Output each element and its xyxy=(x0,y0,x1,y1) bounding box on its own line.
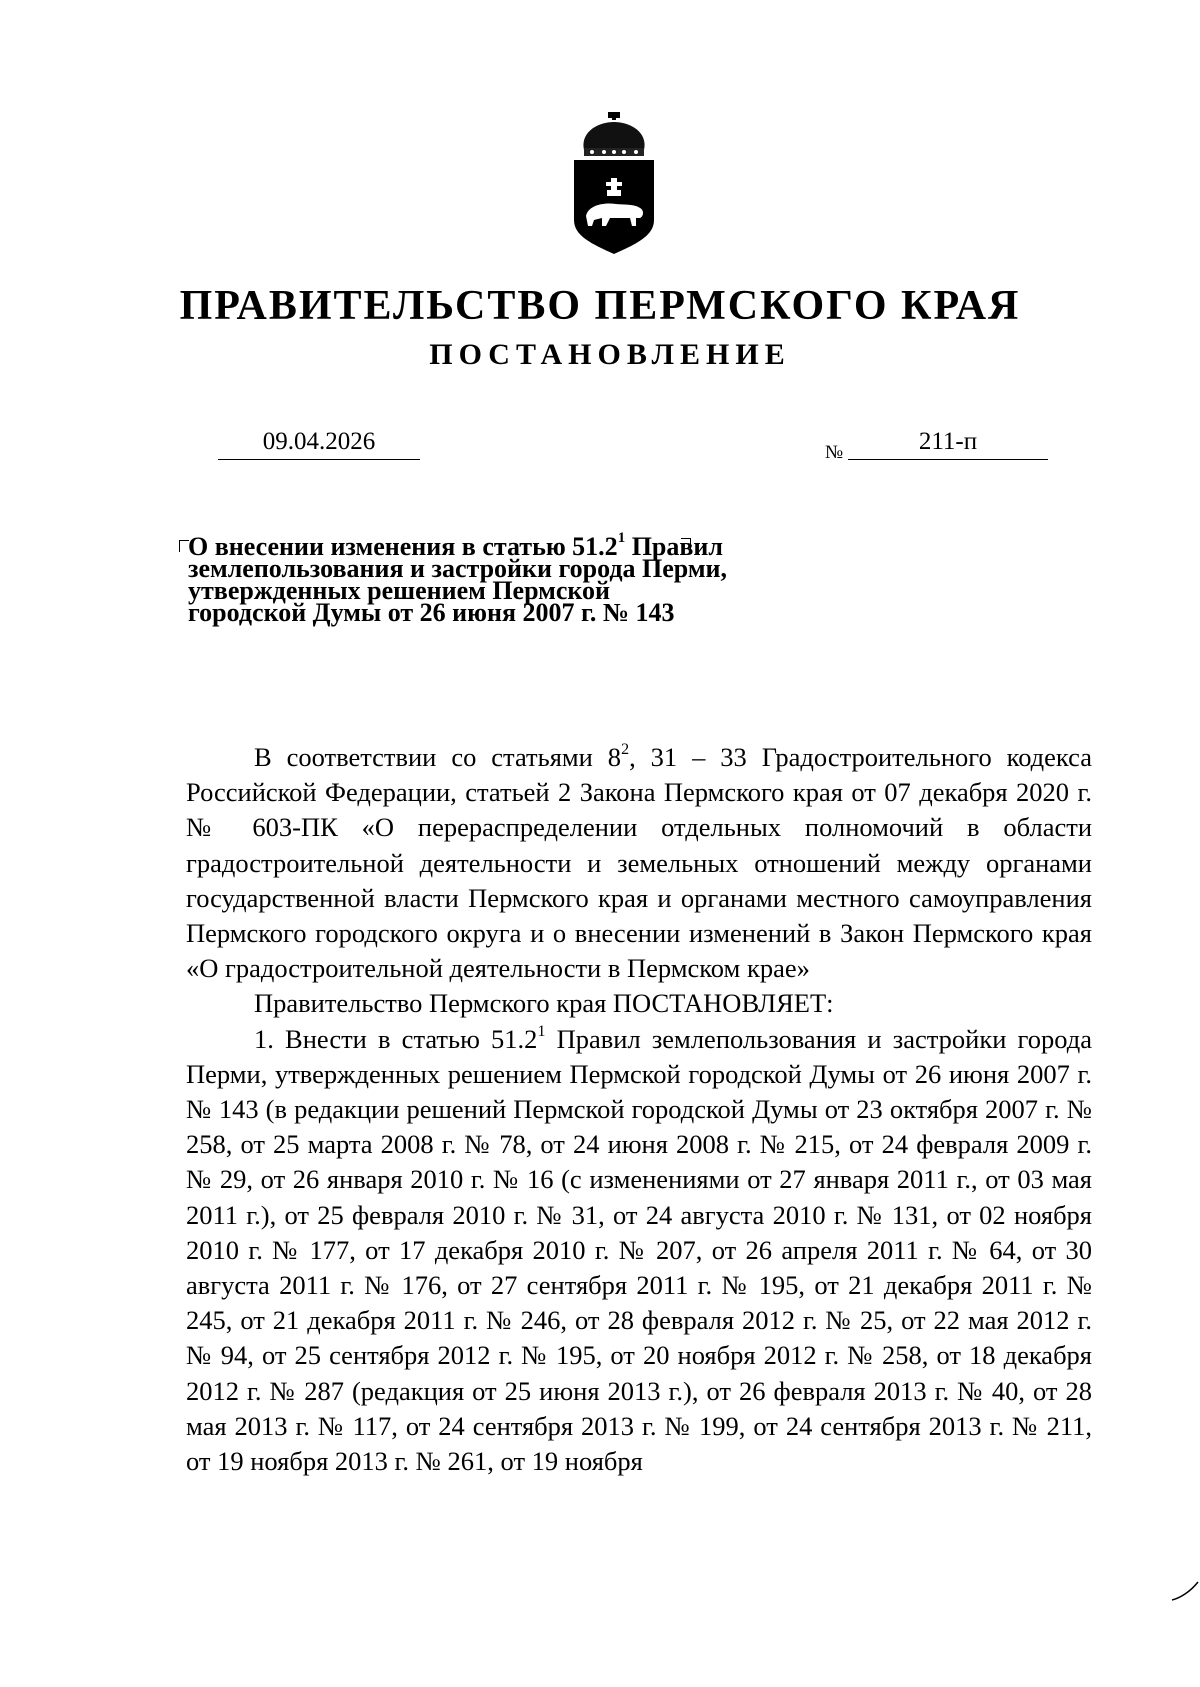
document-type: ПОСТАНОВЛЕНИЕ xyxy=(429,338,791,371)
number-sign: № xyxy=(825,442,844,463)
item-1-text-2: Правил землепользования и застройки города Перми, утвержденных решением Пермской городской Думы от 26 июня 2007 г. № 143 (в редакции решений Пермской городской Думы от 23 октября 2007 г. № 258, от 25 марта 2008 г. № 78, от 24 июня 2008 г. № 215, от 24 февраля 2009 г. № 29, от 26 января 2010 г. № 16 (с изменениями от 27 января 2011 г., от 03 мая 2011 г.), от 25 февраля 2010 г. № 31, от 24 августа 2010 г. № 131, от 02 ноября 2010 г. № 177, от 17 декабря 2010 г. № 207, от 26 апреля 2011 г. № 64, от 30 августа 2011 г. № 176, от 27 сентября 2011 г. № 195, от 21 декабря 2011 г. № 245, от 21 декабря 2011 г. № 246, от 28 февраля 2012 г. № 25, от 22 мая 2012 г. № 94, от 25 сентября 2012 г. № 195, от 20 ноября 2012 г. № 258, от 18 декабря 2012 г. № 287 (редакция от 25 июня 2013 г.), от 26 февраля 2013 г. № 40, от 28 мая 2013 г. № 117, от 24 сентября 2013 г. № 199, от 24 сентября 2013 г. № 211, от 19 ноября 2013 г. № 261, от 19 ноября xyxy=(186,1023,1092,1477)
document-date: 09.04.2026 xyxy=(218,425,420,460)
preamble-text-2: , 31 – 33 Градостроительного кодекса Российской Федерации, статьей 2 Закона Пермского края от 07 декабря 2020 г. № 603-ПК «О перераспределении отдельных полномочий в области градостроительной деятельности и земельных отношений между органами государственной власти Пермского края и органами местного самоуправления Пермского городского округа и о внесении изменений в Закон Пермского края «О градостроительной деятельности в Пермском крае» xyxy=(186,742,1092,984)
paragraph-preamble xyxy=(186,740,1092,986)
subject-text-1: О внесении изменения в статью 51.2 xyxy=(188,532,618,561)
subject-superscript: 1 xyxy=(617,530,626,547)
preamble-superscript: 2 xyxy=(621,741,630,759)
preamble-text-1: В соответствии со статьями 8 xyxy=(254,742,622,772)
paragraph-item-1 xyxy=(186,1022,1092,1480)
item-1-text-1: 1. Внести в статью 51.2 xyxy=(254,1023,538,1054)
organization-title: ПРАВИТЕЛЬСТВО ПЕРМСКОГО КРАЯ xyxy=(179,283,1021,329)
item-1-superscript: 1 xyxy=(537,1022,546,1040)
document-subject xyxy=(188,530,728,627)
document-number: 211-п xyxy=(848,425,1048,460)
scan-margin-mark-icon xyxy=(1170,1580,1200,1604)
paragraph-resolution: Правительство Пермского края ПОСТАНОВЛЯЕТ: xyxy=(254,988,834,1019)
coat-of-arms-icon xyxy=(566,112,662,262)
document-body xyxy=(186,740,1092,1479)
subject-text-2: Правил землепользования и застройки города Перми, утвержденных решением Пермской городской Думы от 26 июня 2007 г. № 143 xyxy=(188,532,728,627)
